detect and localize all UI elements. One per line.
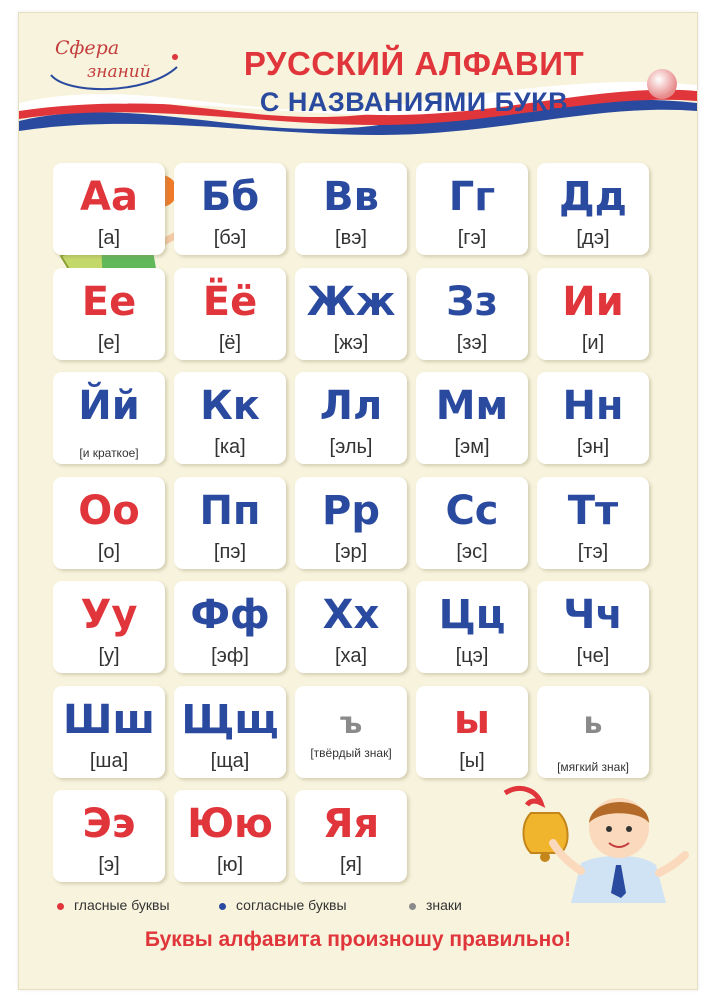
letter-glyph: Уу [80, 592, 138, 638]
logo-text-line1: Сфера [55, 37, 120, 59]
legend-item-signs [409, 897, 462, 913]
legend-item-vowels [57, 897, 170, 913]
letter-name: [и] [581, 331, 605, 354]
letter-card [53, 477, 165, 569]
letter-name: [о] [97, 540, 121, 563]
letter-glyph: Оо [78, 487, 140, 534]
letter-name: [а] [97, 227, 121, 249]
letter-card [295, 268, 407, 360]
letter-glyph: ы [453, 696, 491, 743]
letter-card [174, 790, 286, 882]
letter-card [537, 581, 649, 673]
letter-name: [у] [98, 645, 120, 667]
letter-name: [жэ] [333, 331, 369, 354]
letter-glyph: Кк [200, 383, 260, 429]
letter-name: [ю] [216, 854, 244, 876]
letter-glyph: Яя [322, 801, 380, 847]
letter-name: [цэ] [455, 645, 489, 667]
letter-glyph: Дд [559, 174, 627, 220]
letter-glyph: Пп [199, 487, 261, 534]
letter-card [537, 686, 649, 778]
letter-name: [ка] [214, 436, 246, 458]
letter-glyph: Мм [435, 383, 509, 429]
letter-glyph: Хх [322, 592, 380, 638]
letter-name: [ы] [459, 749, 485, 772]
letter-name: [эф] [211, 645, 249, 667]
letter-glyph: Ее [81, 278, 137, 325]
letter-name: [ша] [89, 749, 129, 772]
letter-glyph: Рр [322, 487, 380, 534]
letter-name: [твёрдый знак] [310, 745, 392, 760]
letter-glyph: Щщ [181, 696, 279, 743]
footer-slogan: Буквы алфавита произношу правильно! [144, 928, 572, 951]
letter-name: [и краткое] [79, 446, 139, 460]
letter-card [53, 790, 165, 882]
letter-glyph: Тт [567, 487, 619, 534]
letter-card [174, 163, 286, 255]
letter-glyph: Жж [306, 278, 396, 325]
letter-glyph: Фф [190, 592, 270, 638]
ball-decoration-icon [645, 67, 679, 101]
legend-label-vowels: гласные буквы [74, 897, 170, 913]
letter-glyph: ъ [339, 705, 363, 741]
logo [37, 35, 187, 105]
letter-card [416, 477, 528, 569]
letter-name: [эр] [334, 540, 368, 563]
letter-name: [зэ] [456, 331, 488, 354]
letter-card [174, 686, 286, 778]
letter-card [53, 581, 165, 673]
page-title: РУССКИЙ АЛФАВИТ [243, 45, 585, 82]
letter-card [416, 372, 528, 464]
letter-name: [э] [98, 854, 120, 876]
boy-with-bell-illustration-icon [481, 783, 691, 903]
letter-card [295, 686, 407, 778]
letter-name: [мягкий знак] [557, 759, 629, 774]
letter-name: [эс] [456, 540, 488, 563]
letter-glyph: Йй [78, 383, 140, 429]
letter-card [53, 686, 165, 778]
letter-name: [эль] [329, 436, 373, 458]
consonant-dot-icon [219, 903, 226, 910]
sign-dot-icon [409, 903, 416, 910]
letter-card [295, 581, 407, 673]
letter-card [416, 163, 528, 255]
letter-glyph: Сс [445, 487, 499, 534]
legend-item-consonants [219, 897, 347, 913]
letter-card [416, 686, 528, 778]
poster [18, 12, 698, 990]
letter-card [174, 372, 286, 464]
letter-glyph: Зз [446, 278, 498, 325]
letter-name: [пэ] [213, 540, 247, 563]
letter-glyph: Юю [187, 801, 273, 847]
letter-card [295, 163, 407, 255]
letter-glyph: Лл [319, 383, 383, 429]
letter-name: [ё] [218, 331, 242, 354]
letter-name: [тэ] [577, 540, 609, 563]
letter-name: [дэ] [576, 227, 610, 249]
letter-name: [бэ] [213, 227, 247, 249]
legend-label-signs: знаки [426, 897, 462, 913]
letter-name: [я] [340, 854, 362, 876]
letter-card [537, 163, 649, 255]
letter-glyph: Ээ [82, 801, 136, 847]
letter-glyph: Чч [563, 592, 623, 638]
letter-card [416, 268, 528, 360]
letter-glyph: ь [583, 705, 603, 741]
letter-glyph: Шш [63, 696, 155, 743]
letter-card [295, 372, 407, 464]
letter-card [537, 268, 649, 360]
logo-text-line2: знаний [87, 62, 151, 82]
letter-glyph: Цц [438, 592, 506, 638]
letter-name: [че] [576, 645, 610, 667]
letter-card [537, 477, 649, 569]
letter-name: [ща] [210, 749, 250, 772]
legend-label-consonants: согласные буквы [236, 897, 347, 913]
letter-glyph: Бб [200, 174, 260, 220]
letter-card [53, 268, 165, 360]
letter-name: [вэ] [335, 227, 367, 249]
letter-name: [эм] [454, 436, 490, 458]
letter-glyph: Ёё [202, 278, 258, 325]
letter-glyph: Вв [323, 174, 379, 220]
letter-card [537, 372, 649, 464]
letter-name: [гэ] [457, 227, 487, 249]
page-subtitle: С НАЗВАНИЯМИ БУКВ [259, 87, 569, 117]
letter-card [53, 163, 165, 255]
letter-card [53, 372, 165, 464]
letter-card [416, 581, 528, 673]
letter-glyph: Аа [80, 174, 138, 220]
letter-glyph: Нн [562, 383, 624, 429]
letter-name: [эн] [576, 436, 610, 458]
letter-card [295, 790, 407, 882]
vowel-dot-icon [57, 903, 64, 910]
letter-card [174, 477, 286, 569]
letter-glyph: Ии [562, 278, 624, 325]
letter-card [174, 581, 286, 673]
letter-name: [ха] [334, 645, 367, 667]
letter-glyph: Гг [448, 174, 496, 220]
letter-card [295, 477, 407, 569]
letter-card [174, 268, 286, 360]
letter-name: [е] [97, 331, 121, 354]
